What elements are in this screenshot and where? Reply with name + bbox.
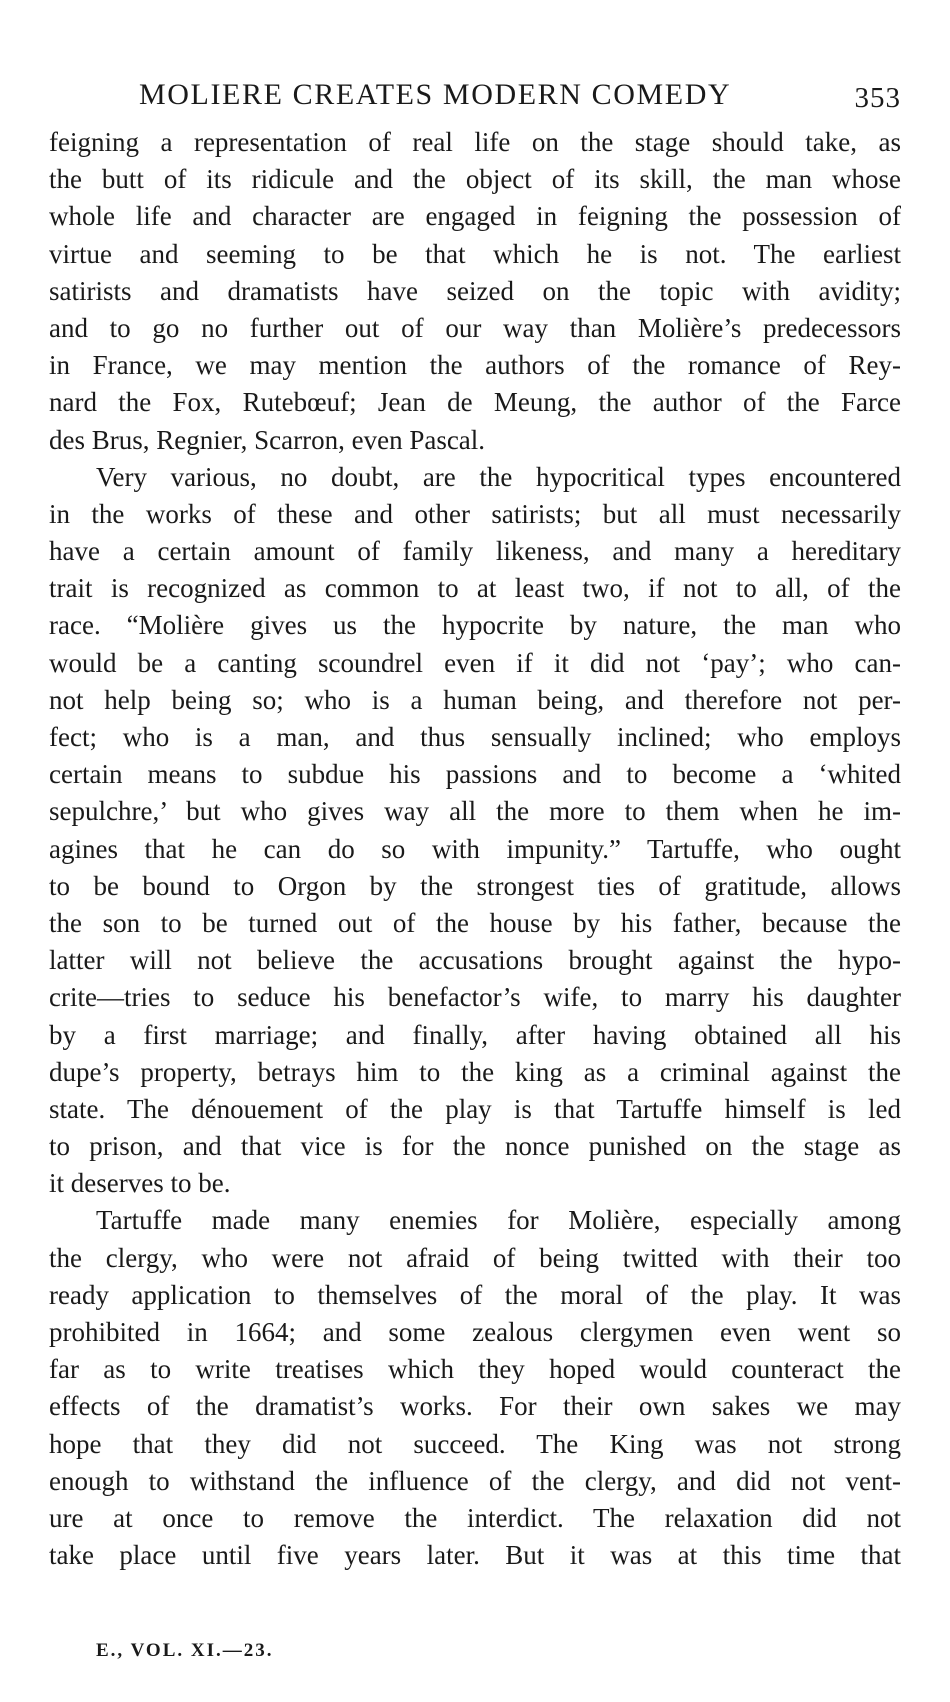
text-line: trait is recognized as common to at least two, if not to all, of the — [49, 573, 901, 604]
paragraph-3 — [49, 1202, 901, 1574]
running-title: MOLIERE CREATES MODERN COMEDY — [139, 78, 732, 111]
signature-mark: E., VOL. XI.—23. — [96, 1640, 274, 1661]
paragraph-2 — [49, 459, 901, 1203]
text-line: Very various, no doubt, are the hypocritical types encountered — [96, 461, 901, 492]
text-line: the butt of its ridicule and the object of its skill, the man whose — [49, 164, 901, 195]
text-line: the clergy, who were not afraid of being twitted with their too — [49, 1242, 901, 1273]
text-line: race. “Molière gives us the hypocrite by nature, the man who — [49, 610, 901, 641]
text-line: take place until five years later. But it was at this time that — [49, 1540, 901, 1571]
text-line: des Brus, Regnier, Scarron, even Pascal. — [49, 424, 486, 455]
text-line: whole life and character are engaged in feigning the possession of — [49, 201, 901, 232]
text-line: and to go no further out of our way than Molière’s predecessors — [49, 312, 901, 343]
page-number: 353 — [854, 82, 901, 114]
text-line: state. The dénouement of the play is that Tartuffe himself is led — [49, 1093, 901, 1124]
text-line: crite—tries to seduce his benefactor’s wife, to marry his daughter — [49, 982, 901, 1013]
text-line: would be a canting scoundrel even if it did not ‘pay’; who can- — [49, 647, 901, 678]
text-line: by a first marriage; and finally, after having obtained all his — [49, 1019, 901, 1050]
text-line: virtue and seeming to be that which he is not. The earliest — [49, 238, 901, 269]
text-line: sepulchre,’ but who gives way all the more to them when he im- — [49, 796, 901, 827]
text-line: satirists and dramatists have seized on the topic with avidity; — [49, 275, 901, 306]
text-line: in France, we may mention the authors of the romance of Rey- — [49, 350, 901, 381]
text-line: dupe’s property, betrays him to the king as a criminal against the — [49, 1056, 901, 1087]
text-line: enough to withstand the influence of the clergy, and did not vent- — [49, 1465, 901, 1496]
text-line: agines that he can do so with impunity.” Tartuffe, who ought — [49, 833, 901, 864]
text-line: it deserves to be. — [49, 1168, 231, 1199]
text-line: not help being so; who is a human being, and therefore not per- — [49, 684, 901, 715]
text-line: Tartuffe made many enemies for Molière, especially among — [96, 1205, 901, 1236]
text-line: latter will not believe the accusations brought against the hypo- — [49, 945, 901, 976]
text-line: in the works of these and other satirists; but all must necessarily — [49, 498, 901, 529]
text-line: hope that they did not succeed. The King was not strong — [49, 1428, 901, 1459]
text-line: to prison, and that vice is for the nonce punished on the stage as — [49, 1131, 901, 1162]
text-line: to be bound to Orgon by the strongest ties of gratitude, allows — [49, 870, 901, 901]
text-line: fect; who is a man, and thus sensually inclined; who employs — [49, 722, 901, 752]
text-line: ure at once to remove the interdict. The relaxation did not — [49, 1502, 901, 1533]
text-line: feigning a representation of real life on the stage should take, as — [49, 127, 901, 157]
text-line: have a certain amount of family likeness, and many a hereditary — [49, 536, 901, 567]
running-head — [49, 70, 901, 124]
text-line: prohibited in 1664; and some zealous clergymen even went so — [49, 1317, 901, 1347]
paragraph-1 — [49, 124, 901, 459]
book-page — [49, 70, 901, 1574]
text-line: the son to be turned out of the house by his father, because the — [49, 907, 901, 938]
text-line: nard the Fox, Rutebœuf; Jean de Meung, the author of the Farce — [49, 387, 901, 418]
text-line: certain means to subdue his passions and to become a ‘whited — [49, 759, 901, 790]
text-line: far as to write treatises which they hoped would counteract the — [49, 1354, 901, 1385]
text-line: effects of the dramatist’s works. For their own sakes we may — [49, 1391, 901, 1422]
text-line: ready application to themselves of the moral of the play. It was — [49, 1279, 901, 1310]
